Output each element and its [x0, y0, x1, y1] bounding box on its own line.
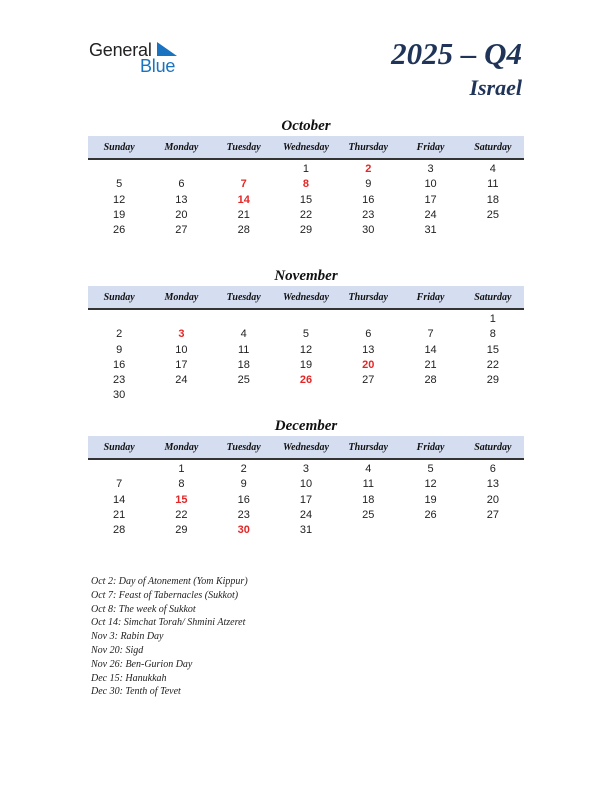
weekday-label: Wednesday [283, 292, 329, 303]
weekday-header [88, 286, 524, 310]
day-cell: 15 [175, 493, 188, 506]
day-cell: 3 [302, 463, 310, 475]
day-cell: 22 [486, 358, 499, 371]
day-cell: 6 [489, 463, 496, 475]
day-cell: 15 [486, 343, 499, 356]
weekday-label: Saturday [474, 142, 512, 153]
day-cell: 16 [362, 193, 375, 206]
empty-day-cell [213, 162, 275, 177]
day-cell: 23 [362, 208, 375, 221]
logo-general-text: General [89, 40, 152, 60]
day-cell: 2 [365, 163, 372, 175]
weekday-label: Saturday [474, 442, 512, 453]
day-cell: 9 [116, 343, 123, 356]
day-cell: 11 [362, 478, 374, 491]
day-cell: 10 [175, 343, 188, 356]
weekday-label: Friday [416, 442, 445, 453]
weekday-label: Friday [416, 292, 445, 303]
weekday-label: Thursday [348, 442, 388, 453]
day-cell: 17 [299, 493, 313, 506]
day-cell: 5 [116, 178, 123, 191]
day-cell: 28 [424, 374, 437, 387]
day-cell: 10 [299, 478, 313, 491]
page-title: 2025 – Q4 [391, 36, 522, 71]
day-cell: 19 [299, 358, 313, 371]
day-cell: 5 [427, 463, 434, 475]
day-cell: 15 [299, 193, 313, 206]
day-cell: 30 [113, 389, 126, 402]
day-cell: 25 [237, 374, 250, 387]
month-december [88, 416, 524, 538]
day-cell: 2 [116, 328, 123, 341]
month-title: October [281, 118, 331, 134]
day-cell: 13 [486, 478, 499, 491]
holiday-item: Dec 30: Tenth of Tevet [91, 686, 181, 698]
empty-day-cell [462, 223, 524, 238]
day-cell: 13 [362, 343, 375, 356]
empty-day-cell [462, 523, 524, 538]
empty-day-cell [88, 462, 150, 477]
day-cell: 30 [237, 524, 250, 537]
day-cell: 21 [113, 508, 126, 521]
holiday-item: Dec 15: Hanukkah [91, 672, 167, 684]
holiday-item: Oct 14: Simchat Torah/ Shmini Atzeret [91, 617, 246, 629]
weekday-label: Tuesday [226, 292, 261, 303]
empty-day-cell [399, 388, 461, 403]
day-cell: 26 [299, 374, 313, 387]
day-grid [88, 310, 524, 404]
day-cell: 11 [487, 178, 499, 191]
empty-day-cell [399, 523, 461, 538]
empty-day-cell [150, 388, 212, 403]
day-cell: 26 [113, 224, 126, 237]
weekday-label: Wednesday [283, 142, 329, 153]
day-cell: 4 [489, 163, 496, 175]
holiday-list [91, 575, 248, 699]
day-cell: 31 [424, 224, 437, 237]
weekday-label: Tuesday [226, 442, 261, 453]
holiday-item: Oct 7: Feast of Tabernacles (Sukkot) [91, 589, 239, 601]
month-title: November [274, 268, 338, 284]
day-cell: 25 [486, 208, 499, 221]
day-cell: 21 [424, 358, 437, 371]
day-cell: 16 [237, 493, 250, 506]
day-cell: 28 [113, 524, 126, 537]
day-cell: 24 [299, 508, 313, 521]
day-cell: 9 [365, 178, 372, 191]
day-cell: 19 [113, 208, 126, 221]
empty-day-cell [275, 388, 337, 403]
day-cell: 7 [427, 328, 434, 341]
day-cell: 1 [302, 163, 310, 175]
month-october [88, 116, 524, 238]
day-grid [88, 460, 524, 538]
day-cell: 29 [486, 374, 499, 387]
empty-day-cell [399, 312, 461, 327]
day-cell: 1 [489, 313, 496, 325]
day-cell: 27 [486, 508, 499, 521]
day-cell: 9 [240, 478, 247, 491]
day-cell: 29 [299, 224, 313, 237]
day-cell: 28 [237, 224, 250, 237]
logo [89, 40, 189, 80]
holiday-item: Nov 3: Rabin Day [91, 631, 164, 643]
weekday-label: Friday [416, 142, 445, 153]
day-cell: 18 [237, 358, 250, 371]
weekday-label: Monday [164, 292, 199, 303]
empty-day-cell [150, 312, 212, 327]
day-cell: 30 [362, 224, 375, 237]
holiday-item: Oct 8: The week of Sukkot [91, 603, 196, 615]
day-cell: 23 [113, 374, 126, 387]
day-cell: 8 [302, 178, 310, 191]
day-cell: 31 [299, 524, 313, 537]
weekday-label: Tuesday [226, 142, 261, 153]
day-cell: 7 [240, 178, 247, 191]
day-cell: 18 [362, 493, 375, 506]
day-cell: 5 [302, 328, 310, 341]
day-cell: 22 [175, 508, 188, 521]
day-cell: 6 [178, 178, 185, 191]
day-cell: 2 [240, 463, 247, 475]
day-cell: 7 [116, 478, 123, 491]
empty-day-cell [275, 312, 337, 327]
day-cell: 1 [178, 463, 185, 475]
day-cell: 12 [299, 343, 313, 356]
day-cell: 27 [362, 374, 375, 387]
logo-blue-text: Blue [140, 56, 176, 76]
day-cell: 17 [175, 358, 188, 371]
day-cell: 13 [175, 193, 188, 206]
weekday-label: Sunday [103, 292, 135, 303]
day-cell: 4 [240, 328, 247, 341]
day-cell: 19 [424, 493, 437, 506]
day-cell: 6 [365, 328, 372, 341]
holiday-item: Nov 20: Sigd [91, 644, 144, 656]
empty-day-cell [462, 388, 524, 403]
weekday-label: Thursday [348, 142, 388, 153]
weekday-label: Sunday [103, 442, 135, 453]
day-cell: 25 [362, 508, 375, 521]
day-grid [88, 160, 524, 238]
day-cell: 18 [486, 193, 499, 206]
day-cell: 14 [424, 343, 437, 356]
day-cell: 11 [237, 343, 250, 356]
day-cell: 26 [424, 508, 437, 521]
day-cell: 14 [113, 493, 126, 506]
empty-day-cell [88, 162, 150, 177]
day-cell: 20 [486, 493, 499, 506]
weekday-label: Saturday [474, 292, 512, 303]
empty-day-cell [337, 312, 399, 327]
day-cell: 14 [237, 193, 250, 206]
day-cell: 10 [424, 178, 437, 191]
day-cell: 17 [424, 193, 437, 206]
day-cell: 4 [365, 463, 372, 475]
day-cell: 8 [178, 478, 185, 491]
weekday-label: Monday [164, 442, 199, 453]
day-cell: 3 [178, 328, 185, 341]
empty-day-cell [213, 388, 275, 403]
empty-day-cell [213, 312, 275, 327]
day-cell: 8 [489, 328, 496, 341]
day-cell: 20 [175, 208, 188, 221]
empty-day-cell [150, 162, 212, 177]
empty-day-cell [88, 312, 150, 327]
day-cell: 22 [299, 208, 313, 221]
empty-day-cell [337, 523, 399, 538]
day-cell: 12 [424, 478, 437, 491]
holiday-item: Nov 26: Ben-Gurion Day [91, 658, 193, 670]
day-cell: 12 [113, 193, 126, 206]
month-title: December [274, 418, 338, 434]
month-november [88, 266, 524, 404]
day-cell: 16 [113, 358, 126, 371]
weekday-header [88, 436, 524, 460]
weekday-label: Thursday [348, 292, 388, 303]
weekday-label: Monday [164, 142, 199, 153]
weekday-label: Sunday [103, 142, 135, 153]
day-cell: 21 [237, 208, 250, 221]
day-cell: 23 [237, 508, 250, 521]
holiday-item: Oct 2: Day of Atonement (Yom Kippur) [91, 576, 248, 587]
day-cell: 24 [175, 374, 188, 387]
day-cell: 3 [427, 163, 434, 175]
empty-day-cell [337, 388, 399, 403]
weekday-header [88, 136, 524, 160]
day-cell: 24 [424, 208, 437, 221]
country-name: Israel [469, 75, 522, 100]
weekday-label: Wednesday [283, 442, 329, 453]
day-cell: 27 [175, 224, 188, 237]
day-cell: 29 [175, 524, 188, 537]
day-cell: 20 [362, 358, 375, 371]
